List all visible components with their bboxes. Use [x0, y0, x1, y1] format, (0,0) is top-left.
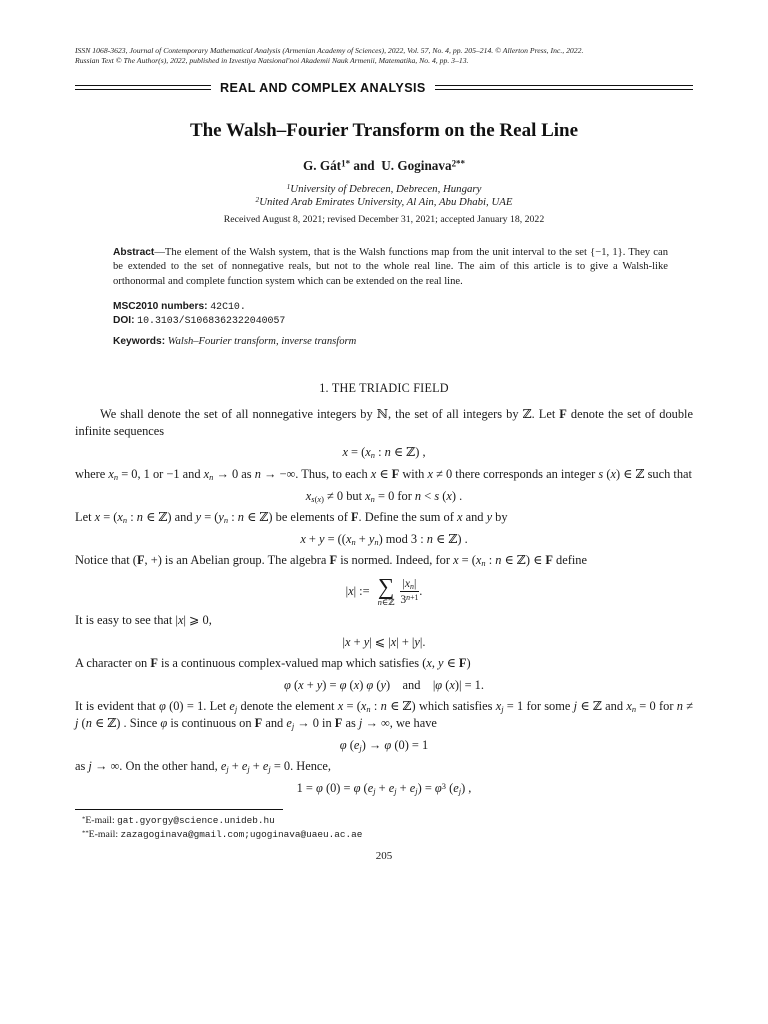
banner-label: REAL AND COMPLEX ANALYSIS — [220, 80, 426, 95]
sigma-symbol: ∑ — [377, 573, 395, 599]
equation: $x = (x_n$ : n ∈ ℤ) , — [342, 445, 426, 461]
sum-eq-period: . — [419, 584, 423, 599]
banner-rule-left — [75, 85, 211, 90]
msc-line — [113, 301, 693, 312]
authors-line: G. Gát$^{1*}$ and U. Goginava$^{2**}$ — [302, 157, 466, 173]
paragraph: We shall denote the set of all nonnegative integers by ℕ, the set of all integers by ℤ. Let F denote the set of double infinite sequences — [75, 407, 694, 438]
sum-eq-lhs: |x| := — [345, 584, 370, 599]
equation: φ $(e_j) \to \varphi$ (0) = 1 — [339, 737, 429, 753]
msc-value: 42C10. — [210, 301, 246, 313]
journal-header-line-2: Russian Text © The Author(s), 2022, published in Izvestiya Natsional'noi Akademii Nauk Armenii, Matematika, No. 4, pp. 3–13. — [75, 55, 469, 65]
msc-label: MSC2010 numbers: — [113, 301, 208, 313]
equation: φ (x + y) = φ (x) φ (y) and |φ (x)| = 1. — [284, 677, 484, 692]
equation: |x + y| ⩽ |x| + |y|. — [342, 634, 426, 649]
keywords-line — [113, 336, 693, 347]
doi-value: 10.3103/S1068362322040057 — [137, 315, 286, 327]
paragraph: where $x_n = 0$, 1 or −1 and $x_n \to 0$ as n → −∞. Thus, to each x ∈ F with x ≠ 0 there corresponds an integer s (x) ∈ ℤ such that — [75, 467, 692, 483]
doi-label: DOI: — [113, 315, 135, 327]
equation: 1 = φ (0) = φ $(e_j + e_j + e_j) = \varphi^3$ $(e_j)$ , — [296, 780, 472, 796]
sum-operator — [377, 573, 395, 607]
affiliation-2: $^2$United Arab Emirates University, Al Ain, Abu Dhabi, UAE — [255, 195, 513, 208]
journal-header — [75, 46, 693, 66]
paragraph: Let $x = (x_n$ : n ∈ ℤ) and $y = (y_n$ : n ∈ ℤ) be elements of F. Define the sum of x and y by — [75, 510, 508, 526]
fraction — [400, 576, 423, 606]
affiliation-1: $^1$University of Debrecen, Debrecen, Hungary — [286, 181, 482, 195]
abstract-label: Abstract — [113, 247, 155, 258]
page-number: 205 — [375, 850, 393, 863]
abstract — [113, 246, 668, 289]
received-line: Received August 8, 2021; revised December 31, 2021; accepted January 18, 2022 — [223, 214, 545, 225]
paragraph: A character on F is a continuous complex-valued map which satisfies (x, y ∈ F) — [75, 656, 471, 671]
keywords-value: Walsh–Fourier transform, inverse transform — [167, 336, 357, 348]
keywords-label: Keywords: — [113, 336, 166, 348]
paragraph: It is evident that φ (0) = 1. Let $e_j$ denote the element $x = (x_n$ : n ∈ ℤ) which satisfies $x_j = 1$ for some j ∈ ℤ and $x_n = 0$ for n ≠ j (n ∈ ℤ) . Since φ is continuous on F and $e_j \to 0$ in F as j → ∞, we have — [75, 699, 694, 732]
paragraph: Notice that (F, +) is an Abelian group. The algebra F is normed. Indeed, for $x = (x_n$ : n ∈ ℤ) ∈ F define — [75, 553, 587, 569]
section-banner — [75, 81, 693, 95]
section-heading: 1. THE TRIADIC FIELD — [319, 381, 449, 396]
paragraph: It is easy to see that |x| ⩾ 0, — [75, 612, 212, 627]
journal-header-line-1: ISSN 1068-3623, Journal of Contemporary Mathematical Analysis (Armenian Academy of Sciences), 2022, Vol. 57, No. 4, pp. 205–214. © Allerton Press, Inc., 2022. — [75, 46, 584, 55]
footnotes — [75, 809, 693, 841]
fraction-numerator: $|x_n|$ — [400, 577, 420, 592]
equation: $x_{s(x)} \ne 0$ but $x_n = 0$ for n < s (x) . — [305, 488, 463, 504]
affiliations — [75, 183, 693, 209]
equation: $x + y = ((x_n + y_n)$ mod 3 : n ∈ ℤ) . — [300, 531, 468, 547]
footnote-email-1: *E-mail: gat.gyorgy@science.unideb.hu — [82, 815, 275, 827]
doi-line — [113, 315, 693, 326]
paragraph: as j → ∞. On the other hand, $e_j + e_j + e_j = 0$. Hence, — [75, 759, 332, 775]
footnote-rule — [75, 809, 283, 810]
sum-limits: n∈ℤ — [377, 596, 395, 607]
abstract-text: —The element of the Walsh system, that is the Walsh functions map from the unit interval to the set {−1, 1}. They can be extended to the set of nonnegative reals, but not to the whole real line. The aim of this article is to give a Walsh-like orthonormal and complete function system which can be extended on the real line. — [113, 247, 668, 287]
article-title: The Walsh–Fourier Transform on the Real Line — [189, 119, 579, 141]
display-sum-equation — [75, 573, 693, 607]
footnote-email-2: **E-mail: zazagoginava@gmail.com;ugoginava@uaeu.ac.ae — [82, 828, 363, 840]
article-body — [75, 406, 693, 796]
fraction-denominator: $3^{n+1}$ — [400, 592, 419, 606]
banner-rule-right — [435, 85, 693, 90]
